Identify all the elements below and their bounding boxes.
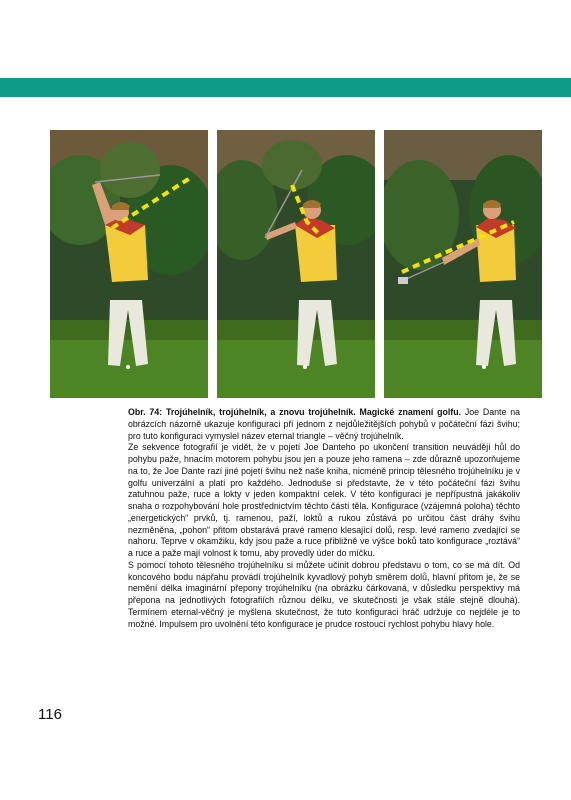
header-color-band <box>0 78 571 97</box>
golfer-follow-through-photo <box>384 130 542 398</box>
golfer-downswing-photo <box>217 130 375 398</box>
golfer-backswing-photo <box>50 130 208 398</box>
caption-heading: Obr. 74: Trojúhelník, trojúhelník, a znovu trojúhelník. Magické znamení golfu. <box>128 407 462 417</box>
caption-paragraph-3: S pomocí tohoto tělesného trojúhelníku si můžete učinit dobrou představu o tom, co se má dít. Od koncového bodu nápřahu provádí trojúhelník kyvadlový pohyb směrem dolů, hlavní přitom je, že se nemění délka imaginární přepony trojúhelníku (na obrázku čárkovaná, v důsledku perspektivy má přepona na jednotlivých fotografiích různou délku, ve skutečnosti je však stále stejně dlouhá). Termínem eternal-věčný je myšlena skutečnost, že tuto konfiguraci hráč udržuje co nejdéle je to možné. Impulsem pro uvolnění této konfigurace je prudce rostoucí rychlost pohybu hlavy hole. <box>128 559 520 629</box>
caption-paragraph-2: Ze sekvence fotografií je vidět, že v pojetí Joe Danteho po ukončení transition neuvádějí hůl do pohybu paže, hnacím motorem pohybu jsou jen a pouze jeho ramena – zde důrazně upozorňujeme na to, že Joe Dante razí jiné pojetí švihu než naše kniha, nicméně princip tělesného trojúhelníku je v golfu univerzální a platí pro každého. Jednoduše si představte, že v této počáteční fázi švihu zatuhnou paže, ruce a lokty v jeden kompaktní celek. V této konfiguraci je nepřípustná jakákoliv snaha o rozpohybování hole prostřednictvím těchto částí těla. Konfigurace (vzájemná poloha) těchto „energetických“ prvků, tj. ramenou, paží, loktů a rukou zůstává po určitou část dráhy švihu nezměněna, „pohon“ přitom obstarává pravé rameno klesající dolů, resp. levé rameno zvedající se nahoru. Teprve v okamžiku, kdy jsou paže a ruce přibližně ve výšce boků tato konfigurace „roztává“ a ruce a paže mají volnost k tomu, aby provedly úder do míčku. <box>128 442 520 558</box>
page-number: 116 <box>38 706 62 723</box>
figure-caption <box>128 407 520 630</box>
caption-intro: Joe Dante na obrázcích názorně ukazuje konfiguraci při jednom z nejdůležitějších pohybů v počáteční fázi švihu; pro tuto konfiguraci vymyslel název eternal triangle – věčný trojúhelník. <box>128 407 520 441</box>
